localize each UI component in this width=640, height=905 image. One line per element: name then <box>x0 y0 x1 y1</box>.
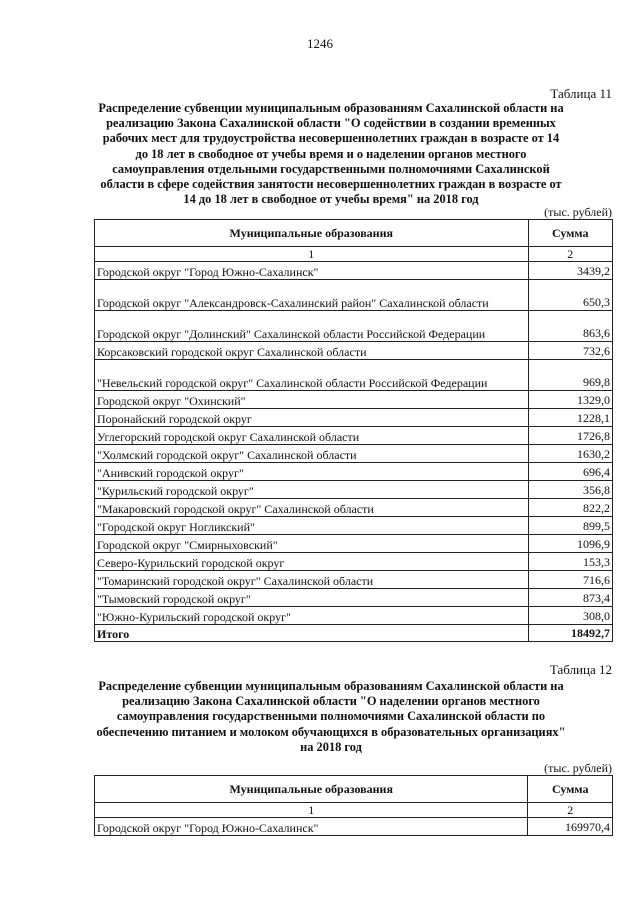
table-12-unit: (тыс. рублей) <box>544 761 612 775</box>
row-sum-value: 308,0 <box>528 607 612 625</box>
column-number-1: 1 <box>95 247 529 262</box>
total-sum: 18492,7 <box>528 625 612 642</box>
row-municipality-name: "Городской округ Ногликский" <box>95 517 529 535</box>
table-header-row <box>95 776 613 803</box>
column-number-2: 2 <box>528 247 612 262</box>
row-sum-value: 1329,0 <box>528 391 612 409</box>
row-sum-value: 1726,8 <box>528 427 612 445</box>
column-number-2: 2 <box>528 803 613 818</box>
row-sum-value: 1096,9 <box>528 535 612 553</box>
table-row <box>95 463 613 481</box>
row-sum-value: 1228,1 <box>528 409 612 427</box>
row-municipality-name: Городской округ "Александровск-Сахалинский район" Сахалинской области <box>95 280 529 311</box>
table-11-title: Распределение субвенции муниципальным образованиям Сахалинской области на реализацию Закона Сахалинской области "О содействии в создании временных рабочих мест для трудоустройства несовершеннолетних граждан в возрасте от 14 до 18 лет в свободное от учебы время и о наделении органов местного самоуправления отдельными государственными полномочиями Сахалинской области в сфере содействия занятости несовершеннолетних граждан в возрасте от 14 до 18 лет в свободное от учебы время" на 2018 год <box>98 101 564 207</box>
row-sum-value: 899,5 <box>528 517 612 535</box>
row-municipality-name: Северо-Курильский городской округ <box>95 553 529 571</box>
row-sum-value: 822,2 <box>528 499 612 517</box>
row-municipality-name: "Холмский городской округ" Сахалинской области <box>95 445 529 463</box>
row-municipality-name: "Невельский городской округ" Сахалинской области Российской Федерации <box>95 360 529 391</box>
row-municipality-name: "Томаринский городской округ" Сахалинской области <box>95 571 529 589</box>
row-municipality-name: Городской округ "Охинский" <box>95 391 529 409</box>
table-row <box>95 342 613 360</box>
row-sum-value: 716,6 <box>528 571 612 589</box>
row-municipality-name: "Курильский городской округ" <box>95 481 529 499</box>
row-municipality-name: Городской округ "Долинский" Сахалинской области Российской Федерации <box>95 311 529 342</box>
row-sum-value: 863,6 <box>528 311 612 342</box>
table-row <box>95 553 613 571</box>
table-row <box>95 481 613 499</box>
row-sum-value: 969,8 <box>528 360 612 391</box>
row-sum-value: 732,6 <box>528 342 612 360</box>
row-municipality-name: Корсаковский городской округ Сахалинской области <box>95 342 529 360</box>
row-municipality-name: Поронайский городской округ <box>95 409 529 427</box>
table-11 <box>94 219 613 642</box>
table-12-title: Распределение субвенции муниципальным образованиям Сахалинской области на реализацию Закона Сахалинской области "О наделении органов местного самоуправления государственными полномочиями Сахалинской области по обеспечению питанием и молоком обучающихся в образовательных организациях" на 2018 год <box>96 679 566 754</box>
table-11-label: Таблица 11 <box>550 86 612 101</box>
table-row <box>95 535 613 553</box>
row-municipality-name: Городской округ "Смирныховский" <box>95 535 529 553</box>
table-row <box>95 589 613 607</box>
row-municipality-name: Городской округ "Город Южно-Сахалинск" <box>95 262 529 280</box>
table-row <box>95 499 613 517</box>
row-sum-value: 3439,2 <box>528 262 612 280</box>
table-row <box>95 607 613 625</box>
row-sum-value: 1630,2 <box>528 445 612 463</box>
table-12-label: Таблица 12 <box>549 662 612 677</box>
total-label: Итого <box>95 625 529 642</box>
table-11-unit: (тыс. рублей) <box>544 205 612 219</box>
row-sum-value: 650,3 <box>528 280 612 311</box>
column-header-municipalities: Муниципальные образования <box>95 220 529 247</box>
table-row <box>95 517 613 535</box>
column-number-row <box>95 247 613 262</box>
table-12 <box>94 775 613 836</box>
table-row <box>95 571 613 589</box>
column-header-municipalities: Муниципальные образования <box>95 776 528 803</box>
row-sum-value: 153,3 <box>528 553 612 571</box>
table-row <box>95 427 613 445</box>
table-row <box>95 311 613 342</box>
row-sum-value: 169970,4 <box>528 818 613 836</box>
row-sum-value: 356,8 <box>528 481 612 499</box>
column-number-row <box>95 803 613 818</box>
row-municipality-name: "Макаровский городской округ" Сахалинской области <box>95 499 529 517</box>
table-header-row <box>95 220 613 247</box>
row-municipality-name: "Южно-Курильский городской округ" <box>95 607 529 625</box>
table-row <box>95 445 613 463</box>
column-header-sum: Сумма <box>528 776 613 803</box>
row-sum-value: 873,4 <box>528 589 612 607</box>
row-municipality-name: "Анивский городской округ" <box>95 463 529 481</box>
table-row <box>95 360 613 391</box>
table-row <box>95 409 613 427</box>
table-row <box>95 280 613 311</box>
total-row <box>95 625 613 642</box>
page-number: 1246 <box>307 36 333 51</box>
column-header-sum: Сумма <box>528 220 612 247</box>
row-municipality-name: Углегорский городской округ Сахалинской области <box>95 427 529 445</box>
table-row <box>95 391 613 409</box>
column-number-1: 1 <box>95 803 528 818</box>
row-municipality-name: "Тымовский городской округ" <box>95 589 529 607</box>
row-municipality-name: Городской округ "Город Южно-Сахалинск" <box>95 818 528 836</box>
table-row <box>95 262 613 280</box>
table-row <box>95 818 613 836</box>
row-sum-value: 696,4 <box>528 463 612 481</box>
